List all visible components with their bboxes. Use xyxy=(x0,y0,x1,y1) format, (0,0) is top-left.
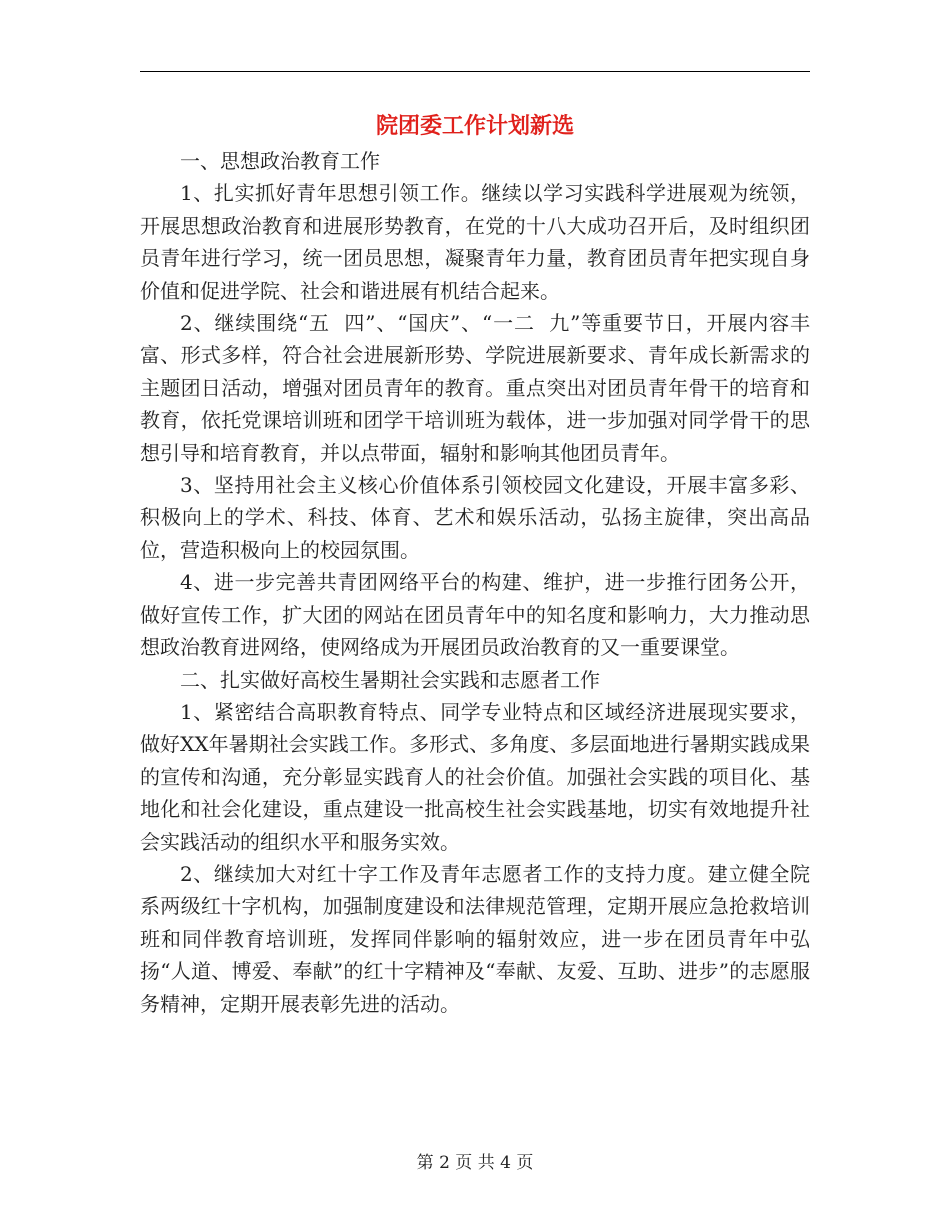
paragraph: 2、继续围绕“五 四”、“国庆”、“一二 九”等重要节日，开展内容丰富、形式多样，符合社会进展新形势、学院进展新要求、青年成长新需求的主题团日活动，增强对团员青年的教育。重点突出对团员青年骨干的培育和教育，依托党课培训班和团学干培训班为载体，进一步加强对同学骨干的思想引导和培育教育，并以点带面，辐射和影响其他团员青年。 xyxy=(140,311,810,465)
paragraph: 1、扎实抓好青年思想引领工作。继续以学习实践科学进展观为统领，开展思想政治教育和进展形势教育，在党的十八大成功召开后，及时组织团员青年进行学习，统一团员思想，凝聚青年力量，教育团员青年把实现自身价值和促进学院、社会和谐进展有机结合起来。 xyxy=(140,181,810,303)
document-body xyxy=(140,145,810,1020)
document-title: 院团委工作计划新选 xyxy=(375,113,574,139)
page-footer: 第 2 页 共 4 页 xyxy=(416,1153,534,1173)
section-heading-1: 一、思想政治教育工作 xyxy=(180,149,380,173)
paragraph: 4、进一步完善共青团网络平台的构建、维护，进一步推行团务公开，做好宣传工作，扩大团的网站在团员青年中的知名度和影响力，大力推动思想政治教育进网络，使网络成为开展团员政治教育的又一重要课堂。 xyxy=(140,570,810,660)
paragraph: 1、紧密结合高职教育特点、同学专业特点和区域经济进展现实要求，做好XX年暑期社会实践工作。多形式、多角度、多层面地进行暑期实践成果的宣传和沟通，充分彰显实践育人的社会价值。加强社会实践的项目化、基地化和社会化建设，重点建设一批高校生社会实践基地，切实有效地提升社会实践活动的组织水平和服务实效。 xyxy=(140,699,810,854)
header-rule xyxy=(140,71,810,72)
paragraph: 3、坚持用社会主义核心价值体系引领校园文化建设，开展丰富多彩、积极向上的学术、科技、体育、艺术和娱乐活动，弘扬主旋律，突出高品位，营造积极向上的校园氛围。 xyxy=(140,473,810,562)
paragraph: 2、继续加大对红十字工作及青年志愿者工作的支持力度。建立健全院系两级红十字机构，加强制度建设和法律规范管理，定期开展应急抢救培训班和同伴教育培训班，发挥同伴影响的辐射效应，进一步在团员青年中弘扬“人道、博爱、奉献”的红十字精神及“奉献、友爱、互助、进步”的志愿服务精神，定期开展表彰先进的活动。 xyxy=(140,861,810,1016)
section-heading-2: 二、扎实做好高校生暑期社会实践和志愿者工作 xyxy=(180,667,600,692)
